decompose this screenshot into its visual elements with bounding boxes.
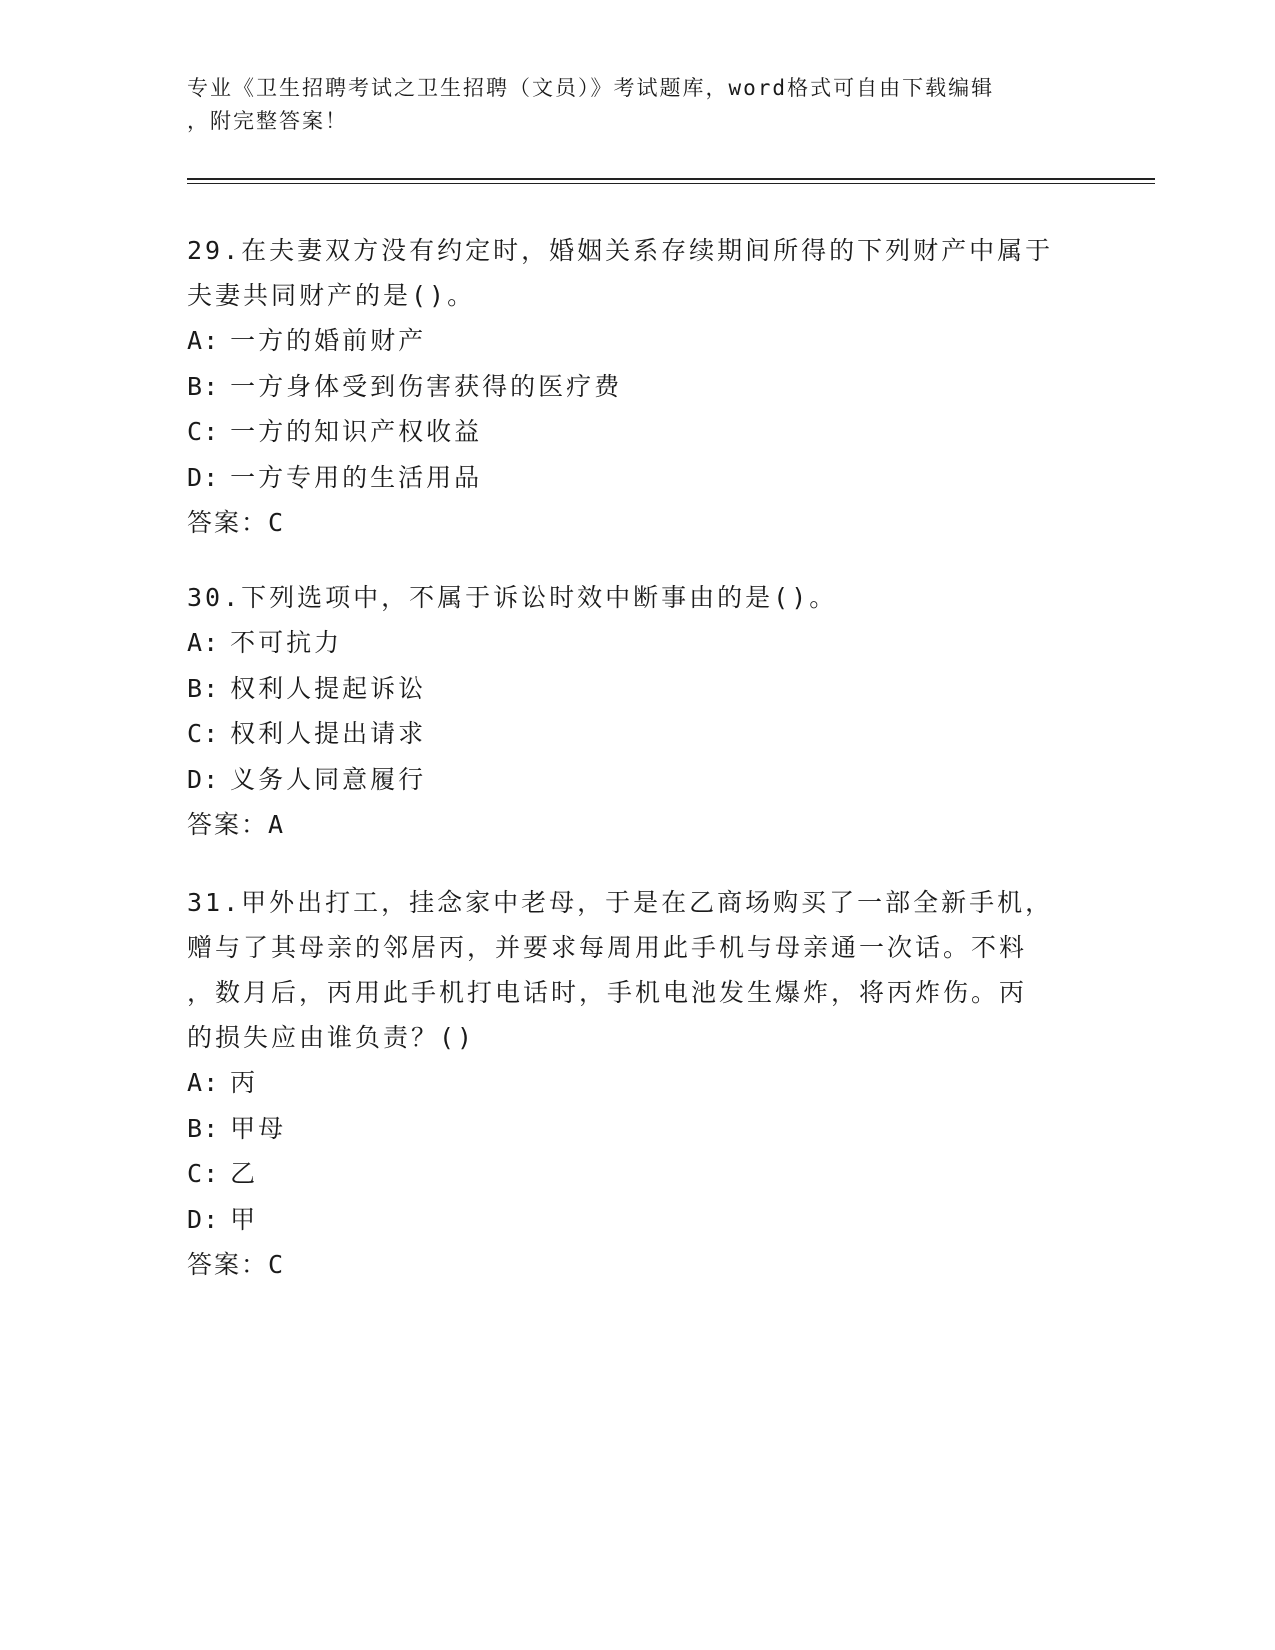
question-text-line: 31.甲外出打工，挂念家中老母，于是在乙商场购买了一部全新手机， — [187, 888, 1054, 917]
option-a — [187, 620, 1087, 666]
option-a — [187, 318, 1087, 364]
option-a — [187, 1060, 1087, 1106]
question-text-line: 赠与了其母亲的邻居丙，并要求每周用此手机与母亲通一次话。不料 — [187, 933, 1028, 962]
option-letter: B — [187, 371, 204, 401]
option-separator: : — [203, 371, 219, 401]
answer — [187, 1242, 1087, 1287]
option-separator: : — [203, 326, 219, 355]
option-d — [187, 1197, 1087, 1243]
question-text-line: 30.下列选项中，不属于诉讼时效中断事由的是()。 — [187, 583, 838, 612]
option-text: 一方的知识产权收益 — [230, 417, 483, 446]
option-b — [187, 1106, 1087, 1152]
option-text: 不可抗力 — [230, 628, 343, 657]
option-separator: : — [203, 719, 219, 748]
answer-label: 答案： — [187, 508, 269, 537]
option-separator: : — [203, 462, 219, 492]
option-text: 一方的婚前财产 — [230, 326, 427, 355]
option-text: 权利人提起诉讼 — [230, 673, 427, 703]
question-text-line: 29.在夫妻双方没有约定时，婚姻关系存续期间所得的下列财产中属于 — [187, 236, 1054, 265]
answer-label: 答案： — [187, 1250, 269, 1279]
option-b — [187, 666, 1087, 712]
option-letter: B — [187, 1113, 204, 1143]
answer-value: C — [268, 508, 284, 537]
option-separator: : — [203, 628, 219, 657]
document-header — [187, 72, 1067, 138]
question-30 — [187, 575, 1087, 847]
header-line-1: 专业《卫生招聘考试之卫生招聘（文员）》考试题库，word格式可自由下载编辑 — [187, 76, 995, 100]
option-separator: : — [203, 673, 219, 703]
question-text-line: 夫妻共同财产的是()。 — [187, 281, 476, 310]
answer-value: C — [268, 1250, 284, 1279]
option-separator: : — [203, 1113, 219, 1143]
option-c — [187, 711, 1087, 757]
answer — [187, 802, 1087, 847]
option-text: 乙 — [230, 1159, 259, 1188]
option-letter: D — [187, 764, 204, 794]
option-text: 权利人提出请求 — [230, 719, 427, 748]
option-letter: A — [187, 628, 204, 657]
option-separator: : — [203, 764, 219, 794]
option-letter: D — [187, 1204, 204, 1234]
option-letter: C — [187, 417, 204, 446]
header-divider-thin — [187, 183, 1155, 184]
answer-value: A — [268, 810, 284, 839]
option-separator: : — [203, 417, 219, 446]
option-c — [187, 409, 1087, 455]
option-text: 义务人同意履行 — [230, 764, 427, 794]
option-text: 一方身体受到伤害获得的医疗费 — [230, 371, 623, 401]
option-letter: C — [187, 719, 204, 748]
option-letter: A — [187, 1068, 204, 1097]
option-text: 甲母 — [230, 1113, 287, 1143]
header-divider-thick — [187, 178, 1155, 180]
question-text-line: ，数月后，丙用此手机打电话时，手机电池发生爆炸，将丙炸伤。丙 — [187, 978, 1028, 1007]
option-d — [187, 757, 1087, 803]
question-text-line: 的损失应由谁负责？() — [187, 1023, 476, 1052]
option-d — [187, 455, 1087, 501]
option-b — [187, 364, 1087, 410]
option-letter: C — [187, 1159, 204, 1188]
option-separator: : — [203, 1159, 219, 1188]
option-letter: A — [187, 326, 204, 355]
answer-label: 答案： — [187, 810, 269, 839]
option-letter: B — [187, 673, 204, 703]
option-separator: : — [203, 1068, 219, 1097]
option-separator: : — [203, 1204, 219, 1234]
option-text: 一方专用的生活用品 — [230, 462, 483, 492]
question-29 — [187, 228, 1087, 545]
option-text: 丙 — [230, 1068, 259, 1097]
option-text: 甲 — [230, 1204, 259, 1234]
option-letter: D — [187, 462, 204, 492]
option-c — [187, 1151, 1087, 1197]
question-31 — [187, 880, 1087, 1287]
answer — [187, 500, 1087, 545]
header-line-2: ，附完整答案！ — [187, 109, 348, 133]
